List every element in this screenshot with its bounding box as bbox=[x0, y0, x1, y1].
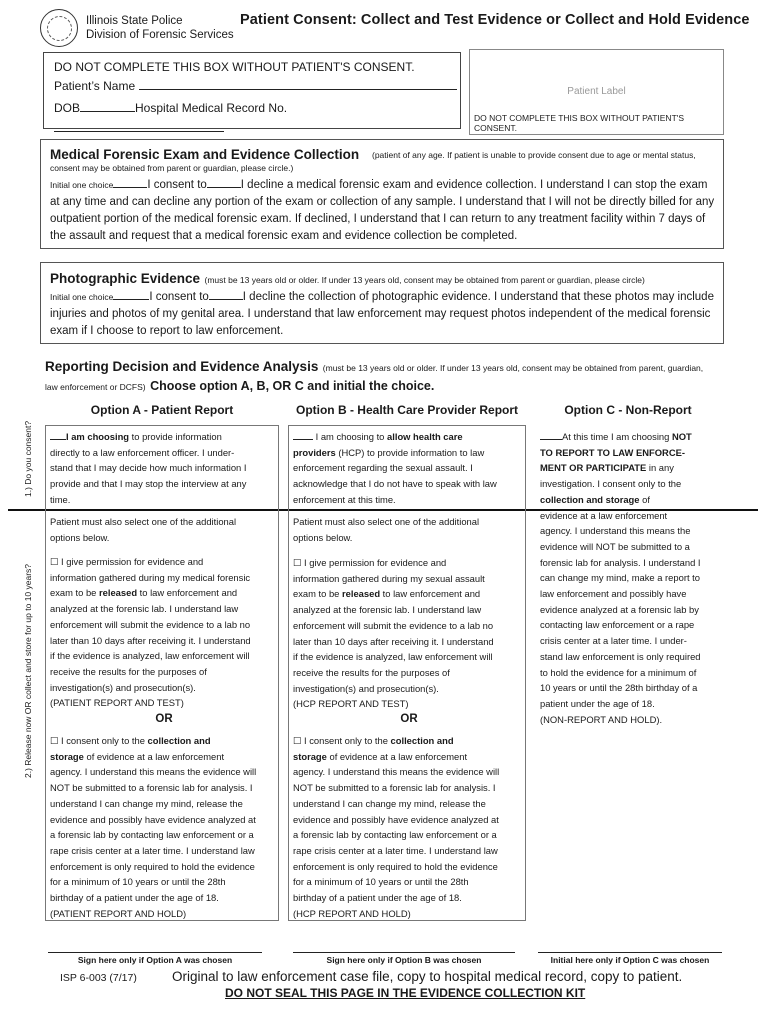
option-a-test-line-3 bbox=[50, 585, 278, 601]
side-label-consent: 1.) Do you consent? bbox=[23, 420, 33, 497]
option-b-select bbox=[293, 514, 525, 545]
option-a-test-line-7: if the evidence is analyzed, law enforcement will bbox=[50, 650, 250, 662]
option-b-test-line-6: later than 10 days after receiving it. I understand bbox=[293, 635, 494, 647]
option-b-hold-line-2 bbox=[293, 749, 525, 765]
exam-consent-initial-field[interactable] bbox=[113, 177, 147, 188]
option-b-test-line-7: if the evidence is analyzed, law enforcement will bbox=[293, 651, 493, 663]
option-b-test-line-10: (HCP REPORT AND TEST) bbox=[293, 698, 409, 710]
option-a-hold-line-11: birthday of a patient under the age of 18. bbox=[50, 892, 219, 904]
photo-choice-row bbox=[50, 289, 714, 307]
option-c-line-9: forensic lab for analysis. I understand I bbox=[540, 556, 701, 568]
option-c-line-13: contacting law enforcement or a rape bbox=[540, 619, 695, 631]
option-c-line-3 bbox=[540, 460, 726, 476]
option-b-consent bbox=[293, 429, 525, 508]
photo-line2: injuries and photos of my genital area. I understand that law enforcement may request photos independent of the medical forensic bbox=[50, 308, 711, 320]
exam-line3: outpatient portion of the medical forensic exam. If declined, I understand that I can return to any treatment facility within 7 days of bbox=[50, 213, 706, 225]
option-a-test-line-3b: to law enforcement and bbox=[139, 587, 238, 599]
photo-section bbox=[40, 262, 724, 344]
option-c-bold-2: TO REPORT TO LAW ENFORCE- bbox=[540, 446, 685, 458]
option-c-line-7: agency. I understand this means the bbox=[540, 525, 691, 537]
option-c-bold-1: NOT bbox=[671, 431, 692, 442]
option-c-line-14: crisis center at a later time. I under- bbox=[540, 635, 687, 647]
option-b-test-line-8: receive the results for the purposes of bbox=[293, 666, 450, 678]
option-a-hold-line-6: evidence and possibly have evidence analyzed at bbox=[50, 813, 256, 825]
option-a-consent-text: to provide information bbox=[131, 431, 222, 442]
photo-decline-initial-field[interactable] bbox=[209, 289, 243, 300]
signature-line-option-b[interactable]: Sign here only if Option B was chosen bbox=[293, 952, 515, 965]
option-b-hold-line-11: birthday of a patient under the age of 18. bbox=[293, 892, 462, 904]
option-b-hold-line-4: NOT be submitted to a forensic lab for analysis. I bbox=[293, 782, 496, 794]
option-a-hold-line-7: a forensic lab by contacting law enforcement or a bbox=[50, 829, 254, 841]
agency-name bbox=[86, 14, 234, 42]
option-b-hold-bold-2: storage bbox=[293, 750, 327, 762]
photo-title: Photographic Evidence bbox=[50, 271, 201, 286]
reporting-choose-row bbox=[45, 377, 434, 395]
option-a-initial-field[interactable] bbox=[50, 430, 66, 440]
distribution-note: Original to law enforcement case file, copy to hospital medical record, copy to patient. bbox=[172, 969, 683, 984]
option-a-hold-line-3: agency. I understand this means the evidence will bbox=[50, 766, 257, 778]
option-a-consent-line-3: stand that I may decide how much information I bbox=[50, 462, 247, 474]
reporting-note-1: (must be 13 years old or older. If under 13 years old, consent may be obtained from parent, guardian, bbox=[322, 363, 704, 373]
patient-label-placeholder: Patient Label bbox=[567, 86, 626, 97]
mrn-field[interactable] bbox=[54, 120, 224, 132]
option-b-hold-line-5: understand I can change my mind, release the bbox=[293, 797, 486, 809]
option-a-consent-line-4: provide and that I may stop the interview at any bbox=[50, 478, 247, 490]
option-a-hold-line-1a: ☐ I consent only to the bbox=[50, 735, 145, 746]
option-c-line-11: law enforcement and possibly have bbox=[540, 588, 687, 600]
do-not-seal-warning: DO NOT SEAL THIS PAGE IN THE EVIDENCE COLLECTION KIT bbox=[225, 986, 586, 1000]
option-a-test-line-2: information gathered during my medical forensic bbox=[50, 571, 251, 583]
option-b-hold-line-7: a forensic lab by contacting law enforcement or a bbox=[293, 829, 497, 841]
option-c-after-3: in any bbox=[648, 462, 674, 474]
option-a-hold-bold-2: storage bbox=[50, 750, 84, 762]
option-a-test-line-4: analyzed at the forensic lab. I understand law bbox=[50, 603, 239, 615]
photo-consent-label: I consent to bbox=[149, 291, 209, 303]
side-label-release: 2.) Release now OR collect and store for up to 10 years? bbox=[23, 563, 33, 778]
option-c-pre: At this time I am choosing bbox=[562, 431, 670, 442]
state-police-seal-icon bbox=[40, 9, 78, 47]
option-c-after-5: of bbox=[642, 493, 650, 505]
agency-line-2: Division of Forensic Services bbox=[86, 29, 234, 41]
reporting-choose: Choose option A, B, OR C and initial the choice. bbox=[150, 379, 435, 393]
option-c-line-1 bbox=[540, 429, 726, 445]
option-b-test-line-3 bbox=[293, 586, 525, 602]
option-b-consent-line-3: enforcement regarding the sexual assault. I bbox=[293, 462, 473, 474]
option-c-line-12: evidence analyzed at a forensic lab by bbox=[540, 603, 699, 615]
option-a-select bbox=[50, 514, 278, 545]
option-a-consent bbox=[50, 429, 278, 508]
option-c-line-5 bbox=[540, 492, 726, 508]
option-b-select-line-2: options below. bbox=[293, 531, 353, 543]
option-b-consent-pre: I am choosing to bbox=[315, 431, 385, 442]
option-a-select-line-2: options below. bbox=[50, 531, 110, 543]
exam-line4: the assault and request that a medical forensic exam and evidence collection be completed. bbox=[50, 230, 518, 242]
option-b-consent-line bbox=[293, 429, 525, 445]
option-a-consent-bold: I am choosing bbox=[66, 431, 130, 442]
photo-consent-initial-field[interactable] bbox=[113, 289, 149, 300]
exam-section bbox=[40, 139, 724, 249]
option-a-test-line-9: investigation(s) and prosecution(s). bbox=[50, 681, 196, 693]
patient-name-field[interactable] bbox=[139, 78, 457, 90]
patient-box-heading: DO NOT COMPLETE THIS BOX WITHOUT PATIENT'S CONSENT. bbox=[54, 60, 415, 74]
option-a-test-line-3a: exam to be bbox=[50, 587, 97, 599]
option-b-consent-text: (HCP) to provide information to law bbox=[338, 446, 485, 458]
option-b-consent-bold-2: providers bbox=[293, 446, 336, 458]
photo-initial-label: Initial one choice bbox=[50, 292, 114, 302]
dob-field[interactable] bbox=[80, 100, 135, 112]
patient-name-label: Patient’s Name bbox=[54, 79, 136, 93]
option-c-line-16: to hold the evidence for a minimum of bbox=[540, 666, 697, 678]
option-a-consent-line-2: directly to a law enforcement officer. I under- bbox=[50, 446, 235, 458]
option-b-test-line-9: investigation(s) and prosecution(s). bbox=[293, 682, 439, 694]
patient-name-row bbox=[54, 76, 457, 96]
option-b-consent-line-5: enforcement at this time. bbox=[293, 493, 396, 505]
exam-decline-initial-field[interactable] bbox=[207, 177, 241, 188]
option-a-test-line-8: receive the results for the purposes of bbox=[50, 665, 207, 677]
option-a-consent-line bbox=[50, 429, 278, 445]
reporting-title: Reporting Decision and Evidence Analysis bbox=[45, 359, 319, 374]
initial-line-option-c[interactable]: Initial here only if Option C was chosen bbox=[538, 952, 722, 965]
option-a-test-choice[interactable] bbox=[50, 554, 278, 711]
option-b-test-released: released bbox=[342, 588, 381, 600]
option-a-test-line-1: ☐ I give permission for evidence and bbox=[50, 556, 204, 567]
photo-note: (must be 13 years old or older. If under 13 years old, consent may be obtained from parent or guardian, please circle) bbox=[204, 275, 645, 285]
option-b-consent-line-2 bbox=[293, 445, 525, 461]
option-a-hold-bold-1: collection and bbox=[147, 735, 211, 746]
option-b-initial-field[interactable] bbox=[293, 430, 313, 440]
option-b-test-line-5: enforcement will submit the evidence to a lab no bbox=[293, 619, 494, 631]
option-c-bold-5: collection and storage bbox=[540, 493, 640, 505]
option-a-hold-line-2 bbox=[50, 749, 278, 765]
option-b-hold-line-3: agency. I understand this means the evidence will bbox=[293, 766, 500, 778]
option-b-hold-line-12: (HCP REPORT AND HOLD) bbox=[293, 907, 411, 919]
option-a-header: Option A - Patient Report bbox=[90, 403, 234, 417]
option-b-hold-line-9: enforcement is only required to hold the evidence bbox=[293, 860, 498, 872]
option-a-test-released: released bbox=[99, 587, 138, 599]
option-a-test-line-10: (PATIENT REPORT AND TEST) bbox=[50, 697, 184, 709]
patient-info-box bbox=[43, 52, 461, 129]
option-b-hold-line-8: rape crisis center at a later time. I understand law bbox=[293, 844, 498, 856]
option-c-line-18: patient under the age of 18. bbox=[540, 697, 655, 709]
reporting-title-row bbox=[45, 358, 703, 376]
option-a-hold-line-10: for a minimum of 10 years or until the 28th bbox=[50, 876, 226, 888]
form-title: Patient Consent: Collect and Test Evidence or Collect and Hold Evidence bbox=[240, 12, 750, 28]
agency-line-1: Illinois State Police bbox=[86, 15, 183, 27]
exam-line1: I decline a medical forensic exam and evidence collection. I understand I can stop the exam bbox=[240, 179, 708, 191]
option-c-initial-field[interactable] bbox=[540, 430, 562, 440]
dob-label: DOB bbox=[54, 101, 81, 115]
option-a-select-line-1: Patient must also select one of the additional bbox=[50, 516, 237, 527]
option-a-hold-line-9: enforcement is only required to hold the evidence bbox=[50, 860, 255, 872]
exam-choice-row bbox=[50, 177, 707, 195]
option-a-hold-line-12: (PATIENT REPORT AND HOLD) bbox=[50, 907, 187, 919]
option-a-hold-line-1 bbox=[50, 733, 278, 749]
option-b-hold-line-10: for a minimum of 10 years or until the 28th bbox=[293, 876, 469, 888]
photo-line1: I decline the collection of photographic evidence. I understand that these photos may include bbox=[242, 291, 714, 303]
option-c-line-17: 10 years or until the 28th birthday of a bbox=[540, 682, 698, 694]
option-c-line-4: investigation. I consent only to the bbox=[540, 478, 682, 490]
mrn-label: Hospital Medical Record No. bbox=[135, 101, 288, 115]
exam-note: (patient of any age. If patient is unable to provide consent due to age or mental status, consent may be obtained from parent or guardian, please circle.) bbox=[50, 150, 696, 173]
option-a-hold-line-8: rape crisis center at a later time. I understand law bbox=[50, 844, 255, 856]
patient-label-box[interactable] bbox=[469, 49, 724, 135]
option-c-header: Option C - Non-Report bbox=[564, 403, 692, 417]
exam-consent-label: I consent to bbox=[147, 179, 207, 191]
photo-title-row bbox=[50, 270, 645, 288]
option-b-hold-choice[interactable] bbox=[293, 733, 525, 921]
option-a-or: OR bbox=[155, 713, 173, 725]
option-a-test-line-5: enforcement will submit the evidence to a lab no bbox=[50, 618, 251, 630]
form-number: ISP 6-003 (7/17) bbox=[60, 972, 137, 984]
option-c-bold-3: MENT OR PARTICIPATE bbox=[540, 462, 647, 474]
option-b-test-line-1: ☐ I give permission for evidence and bbox=[293, 557, 447, 568]
option-c-line-10: can change my mind, make a report to bbox=[540, 572, 700, 584]
exam-initial-label: Initial one choice bbox=[50, 180, 114, 190]
option-a-consent-line-5: time. bbox=[50, 493, 71, 505]
option-b-consent-bold: allow health care bbox=[387, 431, 463, 442]
option-c-line-19: (NON-REPORT AND HOLD). bbox=[540, 713, 663, 725]
option-b-hold-line-1 bbox=[293, 733, 525, 749]
option-b-select-line-1: Patient must also select one of the additional bbox=[293, 516, 480, 527]
option-c-text bbox=[540, 429, 726, 727]
option-b-test-line-3a: exam to be bbox=[293, 588, 340, 600]
option-b-hold-line-1a: ☐ I consent only to the bbox=[293, 735, 388, 746]
dob-row bbox=[54, 98, 460, 138]
option-c-line-6: evidence at a law enforcement bbox=[540, 509, 668, 521]
option-b-test-choice[interactable] bbox=[293, 555, 525, 712]
option-a-hold-line-4: NOT be submitted to a forensic lab for analysis. I bbox=[50, 782, 253, 794]
option-b-test-line-3b: to law enforcement and bbox=[382, 588, 481, 600]
exam-title: Medical Forensic Exam and Evidence Collection bbox=[50, 147, 360, 162]
patient-label-footer: DO NOT COMPLETE THIS BOX WITHOUT PATIENT'S CONSENT. bbox=[474, 113, 685, 133]
option-b-hold-line-6: evidence and possibly have evidence analyzed at bbox=[293, 813, 499, 825]
option-b-hold-line-2a: of evidence at a law enforcement bbox=[329, 750, 468, 762]
signature-line-option-a[interactable]: Sign here only if Option A was chosen bbox=[48, 952, 262, 965]
option-b-test-line-4: analyzed at the forensic lab. I understand law bbox=[293, 604, 482, 616]
option-b-test-line-2: information gathered during my sexual assault bbox=[293, 572, 485, 584]
option-c-line-2 bbox=[540, 445, 726, 461]
option-c-line-15: stand law enforcement is only required bbox=[540, 650, 701, 662]
option-b-consent-line-4: acknowledge that I do not have to speak with law bbox=[293, 478, 497, 490]
photo-line3: exam if I choose to report to law enforcement. bbox=[50, 325, 284, 337]
exam-line2: at any time and can decline any portion of the exam or collection of any sample. I understand that I will not be directly billed for any bbox=[50, 196, 715, 208]
option-a-hold-line-2a: of evidence at a law enforcement bbox=[86, 750, 225, 762]
option-c-line-8: evidence will NOT be submitted to a bbox=[540, 540, 690, 552]
option-b-header: Option B - Health Care Provider Report bbox=[295, 403, 519, 417]
option-b-or: OR bbox=[400, 713, 418, 725]
reporting-note-2: law enforcement or DCFS) bbox=[45, 382, 146, 392]
option-b-hold-bold-1: collection and bbox=[390, 735, 454, 746]
option-a-hold-line-5: understand I can change my mind, release the bbox=[50, 797, 243, 809]
option-a-test-line-6: later than 10 days after receiving it. I understand bbox=[50, 634, 251, 646]
option-a-hold-choice[interactable] bbox=[50, 733, 278, 921]
